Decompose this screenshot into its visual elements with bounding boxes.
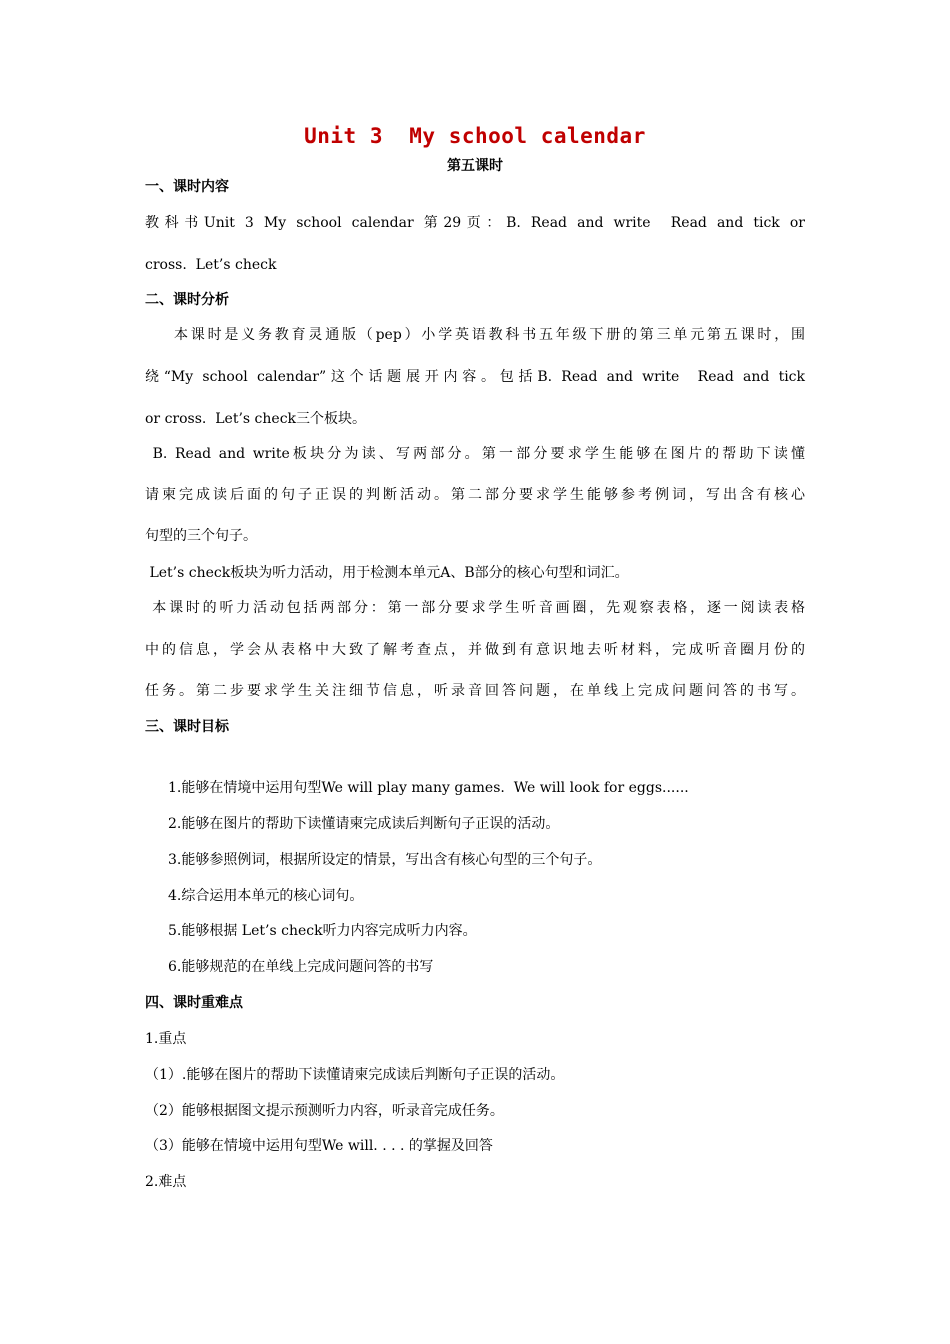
analysis-line-10: 任务。第二步要求学生关注细节信息，听录音回答问题，在单线上完成问题问答的书写。 bbox=[145, 683, 805, 699]
section-heading-analysis: 二、课时分析 bbox=[145, 292, 229, 308]
content-line-2: cross. Let’s check bbox=[145, 257, 277, 273]
analysis-line-2: 绕“My school calendar”这个话题展开内容。包括B. Read and write Read and tick bbox=[145, 369, 805, 385]
analysis-line-8: 本课时的听力活动包括两部分：第一部分要求学生听音画圈，先观察表格，逐一阅读表格 bbox=[145, 600, 805, 616]
difficult-label: 2.难点 bbox=[145, 1174, 187, 1190]
analysis-line-6: 句型的三个句子。 bbox=[145, 528, 257, 544]
key-item-2: （2）能够根据图文提示预测听力内容，听录音完成任务。 bbox=[145, 1103, 504, 1119]
analysis-line-4: B. Read and write板块分为读、写两部分。第一部分要求学生能够在图片的帮助下读懂 bbox=[145, 446, 805, 462]
section-heading-goals: 三、课时目标 bbox=[145, 719, 229, 735]
goal-item-4: 4.综合运用本单元的核心词句。 bbox=[168, 888, 364, 904]
page-title: Unit 3 My school calendar bbox=[304, 124, 646, 148]
content-line-1: 教科书Unit 3 My school calendar 第29页：B. Read and write Read and tick or bbox=[145, 215, 805, 231]
section-heading-keypoints: 四、课时重难点 bbox=[145, 995, 243, 1011]
key-label: 1.重点 bbox=[145, 1031, 187, 1047]
goal-item-2: 2.能够在图片的帮助下读懂请柬完成读后判断句子正误的活动。 bbox=[168, 816, 560, 832]
goal-item-6: 6.能够规范的在单线上完成问题问答的书写 bbox=[168, 959, 434, 975]
analysis-line-7: Let’s check板块为听力活动，用于检测本单元A、B部分的核心句型和词汇。 bbox=[145, 565, 629, 581]
goal-item-1: 1.能够在情境中运用句型We will play many games. We will look for eggs...... bbox=[168, 780, 689, 796]
key-item-1: （1）.能够在图片的帮助下读懂请柬完成读后判断句子正误的活动。 bbox=[145, 1067, 565, 1083]
analysis-line-5: 请柬完成读后面的句子正误的判断活动。第二部分要求学生能够参考例词，写出含有核心 bbox=[145, 487, 805, 503]
key-item-3: （3）能够在情境中运用句型We will. . . . 的掌握及回答 bbox=[145, 1138, 493, 1154]
lesson-subtitle: 第五课时 bbox=[447, 158, 503, 174]
analysis-line-9: 中的信息，学会从表格中大致了解考查点，并做到有意识地去听材料，完成听音圈月份的 bbox=[145, 642, 805, 658]
section-heading-content: 一、课时内容 bbox=[145, 179, 229, 195]
goal-item-3: 3.能够参照例词，根据所设定的情景，写出含有核心句型的三个句子。 bbox=[168, 852, 602, 868]
analysis-line-3: or cross. Let’s check三个板块。 bbox=[145, 411, 367, 427]
goal-item-5: 5.能够根据 Let’s check听力内容完成听力内容。 bbox=[168, 923, 477, 939]
analysis-line-1: 本课时是义务教育灵通版（pep）小学英语教科书五年级下册的第三单元第五课时，围 bbox=[174, 327, 805, 343]
